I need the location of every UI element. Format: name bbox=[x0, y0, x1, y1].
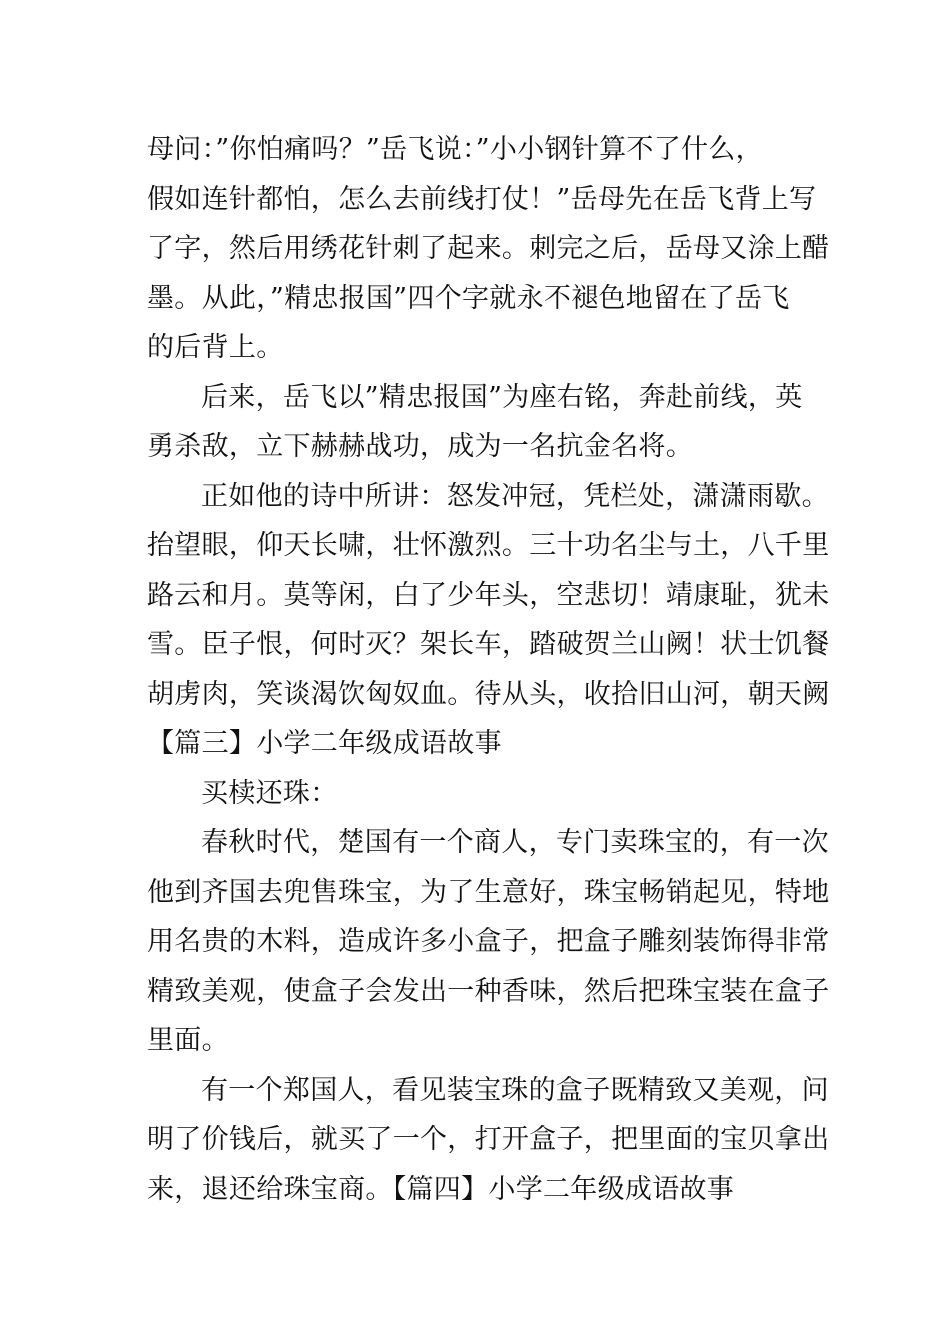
text-line: 墨。从此，”精忠报国”四个字就永不褪色地留在了岳飞 bbox=[147, 282, 790, 314]
text-line: 了字，然后用绣花针刺了起来。刺完之后，岳母又涂上醋 bbox=[147, 233, 830, 264]
section-heading: 【篇三】小学二年级成语故事 bbox=[147, 728, 502, 759]
story-title: 买椟还珠： bbox=[201, 777, 338, 809]
text-line: 抬望眼，仰天长啸，壮怀激烈。三十功名尘与土，八千里 bbox=[147, 530, 830, 561]
text-line: 正如他的诗中所讲：怒发冲冠，凭栏处，潇潇雨歇。 bbox=[201, 480, 829, 512]
text-line: 雪。臣子恨，何时灭？架长车，踏破贺兰山阙！状士饥餐 bbox=[147, 629, 830, 660]
text-line: 胡虏肉，笑谈渴饮匈奴血。待从头，收拾旧山河，朝天阙 bbox=[147, 678, 830, 710]
text-line: 精致美观，使盒子会发出一种香味，然后把珠宝装在盒子 bbox=[147, 975, 830, 1007]
text-line: 里面。 bbox=[147, 1025, 229, 1056]
text-line: 后来，岳飞以”精忠报国”为座右铭，奔赴前线，英 bbox=[201, 381, 803, 413]
text-line: 母问：”你怕痛吗？”岳飞说：”小小钢针算不了什么， bbox=[147, 134, 763, 165]
text-line: 明了价钱后，就买了一个，打开盒子，把里面的宝贝拿出 bbox=[147, 1124, 830, 1155]
text-line: 他到齐国去兜售珠宝，为了生意好，珠宝畅销起见，特地 bbox=[147, 876, 830, 908]
text-line: 假如连针都怕，怎么去前线打仗！”岳母先在岳飞背上写 bbox=[147, 183, 817, 215]
text-line: 来，退还给珠宝商。【篇四】小学二年级成语故事 bbox=[147, 1173, 735, 1205]
text-line: 有一个郑国人，看见装宝珠的盒子既精致又美观，问 bbox=[201, 1074, 829, 1106]
document-page bbox=[147, 125, 830, 1214]
text-line: 的后背上。 bbox=[147, 332, 284, 363]
text-line: 路云和月。莫等闲，白了少年头，空悲切！靖康耻，犹未 bbox=[147, 579, 830, 611]
text-line: 用名贵的木料，造成许多小盒子，把盒子雕刻装饰得非常 bbox=[147, 926, 830, 957]
text-line: 春秋时代，楚国有一个商人，专门卖珠宝的，有一次 bbox=[201, 827, 829, 858]
text-line: 勇杀敌，立下赫赫战功，成为一名抗金名将。 bbox=[147, 431, 693, 462]
